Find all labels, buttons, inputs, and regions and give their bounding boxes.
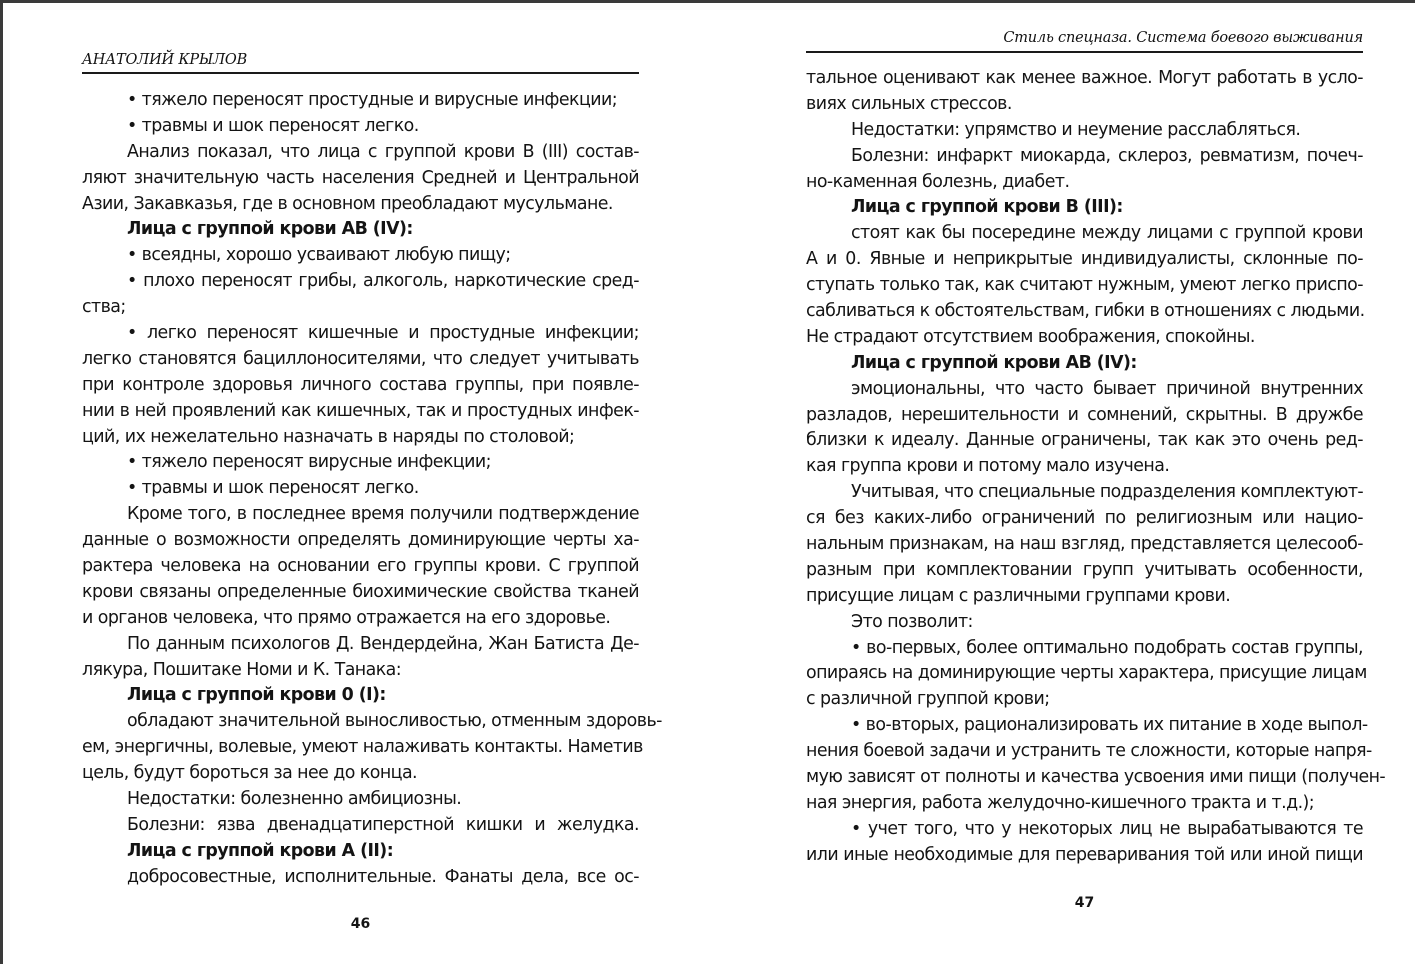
text-line: виях сильных стрессов. xyxy=(806,93,1012,114)
section-heading: Лица с группой крови А (II): xyxy=(127,840,394,861)
text-line: • тяжело переносят простудные и вирусные инфекции; xyxy=(127,90,618,110)
text-line: Недостатки: болезненно амбициозны. xyxy=(127,789,462,810)
text-line: Азии, Закавказья, где в основном преобладают мусульмане. xyxy=(82,193,613,214)
text-line: • во-вторых, рационализировать их питание в ходе выпол- xyxy=(851,715,1368,736)
text-line: крови связаны определенные биохимические свойства тканей xyxy=(82,581,639,602)
text-line: • травмы и шок переносят легко. xyxy=(127,478,419,499)
section-heading: Лица с группой крови АВ (IV): xyxy=(127,219,413,240)
text-line: • учет того, что у некоторых лиц не вырабатываются те xyxy=(851,818,1363,839)
text-line: ляют значительную часть населения Средней и Центральной xyxy=(82,167,639,188)
section-heading: Лица с группой крови АВ (IV): xyxy=(851,352,1137,373)
window-top-border xyxy=(0,0,1415,3)
text-line: А и 0. Явные и неприкрытые индивидуалисты, склонные по- xyxy=(806,249,1363,270)
text-line: Учитывая, что специальные подразделения комплектуют- xyxy=(851,482,1364,503)
text-line: • всеядны, хорошо усваивают любую пищу; xyxy=(127,245,511,266)
text-line: опираясь на доминирующие черты характера, присущие лицам xyxy=(806,663,1367,684)
text-line: ций, их нежелательно назначать в наряды по столовой; xyxy=(82,426,575,447)
section-heading: Лица с группой крови В (III): xyxy=(851,197,1123,218)
section-heading: Лица с группой крови 0 (I): xyxy=(127,685,386,706)
text-line: тальное оценивают как менее важное. Могут работать в усло- xyxy=(806,68,1363,88)
text-line: нения боевой задачи и устранить те сложности, которые напря- xyxy=(806,741,1372,762)
text-line: разным при комплектовании групп учитывать особенности, xyxy=(806,559,1363,580)
text-line: • тяжело переносят вирусные инфекции; xyxy=(127,452,491,473)
text-line: мую зависят от полноты и качества усвоения ими пищи (получен- xyxy=(806,767,1386,788)
text-line: Болезни: инфаркт миокарда, склероз, ревматизм, почеч- xyxy=(851,145,1363,166)
text-line: рактера человека на основании его группы крови. С группой xyxy=(82,556,639,577)
running-head-author: АНАТОЛИЙ КРЫЛОВ xyxy=(82,52,248,68)
text-line: кая группа крови и потому мало изучена. xyxy=(806,456,1170,477)
text-line: нии в ней проявлений как кишечных, так и простудных инфек- xyxy=(82,400,639,421)
text-line: цель, будут бороться за нее до конца. xyxy=(82,763,418,784)
text-line: нальным признакам, на наш взгляд, представляется целесооб- xyxy=(806,534,1363,555)
text-line: добросовестные, исполнительные. Фанаты дела, все ос- xyxy=(127,866,639,887)
right-page-body xyxy=(806,66,1386,869)
text-line: Это позволит: xyxy=(851,611,973,632)
page-number: 46 xyxy=(350,916,371,932)
header-rule xyxy=(806,51,1363,53)
text-line: эмоциональны, что часто бывает причиной внутренних xyxy=(851,378,1363,399)
text-line: • во-первых, более оптимально подобрать состав группы, xyxy=(851,637,1363,658)
header-rule xyxy=(82,72,639,74)
text-line: Болезни: язва двенадцатиперстной кишки и желудка. xyxy=(127,814,639,835)
text-line: • травмы и шок переносят легко. xyxy=(127,115,419,136)
text-line: По данным психологов Д. Вендердейна, Жан Батиста Де- xyxy=(127,633,639,654)
text-line: сабливаться к обстоятельствам, гибки в отношениях с людьми. xyxy=(806,301,1365,322)
text-line: Недостатки: упрямство и неумение расслабляться. xyxy=(851,119,1301,140)
text-line: ства; xyxy=(82,297,126,318)
text-line: с различной группой крови; xyxy=(806,689,1050,710)
running-head-title: Стиль спецназа. Система боевого выживания xyxy=(1003,30,1363,46)
text-line: ная энергия, работа желудочно-кишечного тракта и т.д.); xyxy=(806,792,1315,813)
text-line: ем, энергичны, волевые, умеют налаживать контакты. Наметив xyxy=(82,737,643,758)
text-line: ся без каких-либо ограничений по религиозным или нацио- xyxy=(806,508,1363,529)
text-line: • легко переносят кишечные и простудные инфекции; xyxy=(127,323,639,344)
window-left-border xyxy=(0,0,3,964)
text-line: стоят как бы посередине между лицами с группой крови xyxy=(851,223,1363,244)
text-line: Анализ показал, что лица с группой крови В (III) состав- xyxy=(127,141,639,162)
text-line: легко становятся бациллоносителями, что следует учитывать xyxy=(82,348,639,369)
text-line: близки к идеалу. Данные ограничены, так как это очень ред- xyxy=(806,430,1363,451)
text-line: присущие лицам с различными группами крови. xyxy=(806,585,1231,606)
text-line: ступать только так, как считают нужным, умеют легко приспо- xyxy=(806,275,1363,296)
text-line: Не страдают отсутствием воображения, спокойны. xyxy=(806,326,1255,347)
left-page-body xyxy=(82,88,662,891)
text-line: обладают значительной выносливостью, отменным здоровь- xyxy=(127,711,662,732)
text-line: или иные необходимые для переваривания той или иной пищи xyxy=(806,844,1363,865)
text-line: разладов, нерешительности и сомнений, скрытны. В дружбе xyxy=(806,404,1363,425)
text-line: Кроме того, в последнее время получили подтверждение xyxy=(127,504,639,525)
text-line: данные о возможности определять доминирующие черты ха- xyxy=(82,530,639,551)
text-line: • плохо переносят грибы, алкоголь, наркотические сред- xyxy=(127,271,639,292)
text-line: и органов человека, что прямо отражается на его здоровье. xyxy=(82,607,611,628)
text-line: при контроле здоровья личного состава группы, при появле- xyxy=(82,374,639,395)
text-line: но-каменная болезнь, диабет. xyxy=(806,171,1070,192)
text-line: лякура, Пошитаке Номи и К. Танака: xyxy=(82,659,402,680)
page-number: 47 xyxy=(1074,895,1095,911)
